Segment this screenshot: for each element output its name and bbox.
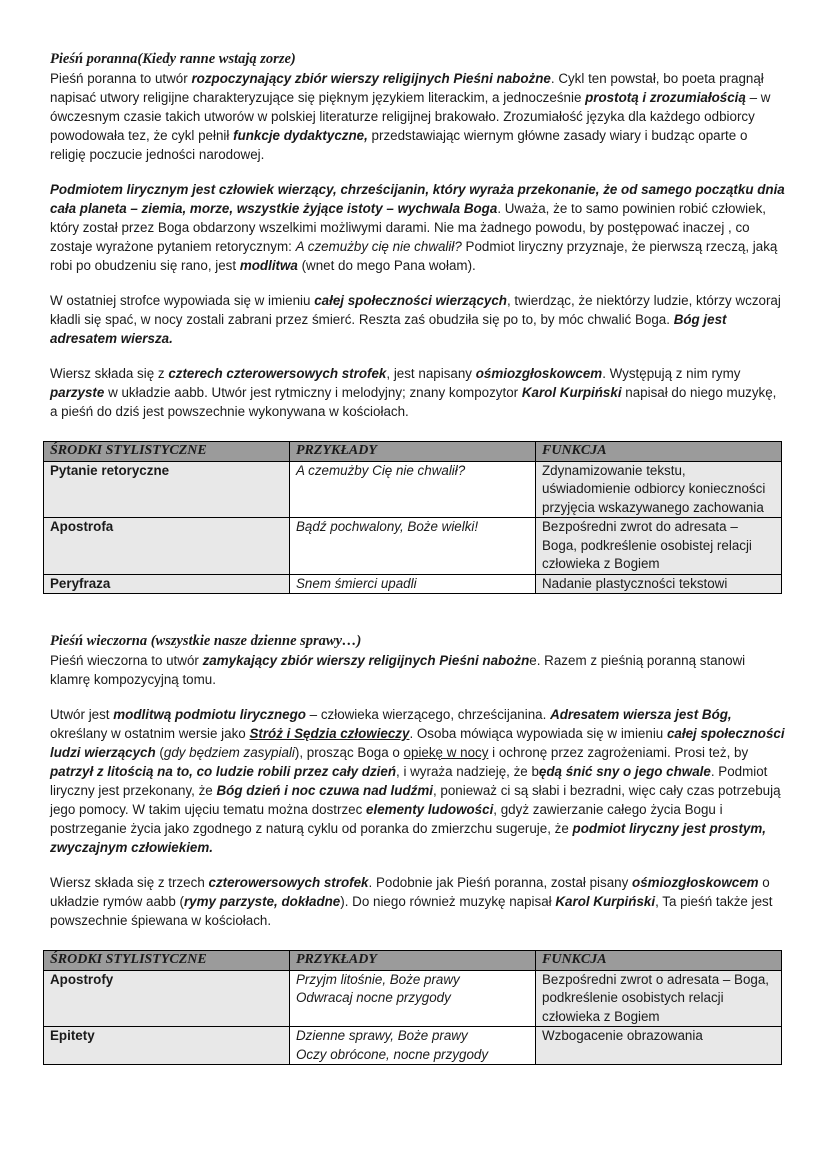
emphasized-text: czterowersowych strofek	[208, 875, 369, 890]
emphasized-text: zamykający zbiór wierszy religijnych Pieśni nabożn	[202, 653, 530, 668]
table-row	[44, 1027, 782, 1065]
device-name: Pytanie retoryczne	[44, 461, 290, 518]
text-run: . Podobnie jak Pieśń poranna, został pisany	[368, 875, 633, 890]
emphasized-text: rozpoczynający zbiór wierszy religijnych Pieśni nabożne	[191, 71, 551, 86]
text-run: ), prosząc Boga o	[294, 745, 404, 760]
text-run: (wnet do mego Pana wołam).	[297, 258, 476, 273]
device-name: Apostrofy	[44, 970, 290, 1027]
paragraph	[50, 651, 785, 689]
text-run: Wiersz składa się z	[50, 366, 169, 381]
device-function: Wzbogacenie obrazowania	[536, 1027, 782, 1065]
text-run: przedstawiając wiernym główne zasady wiary i budząc oparte o religię poczucie jedności narodowej.	[50, 128, 748, 162]
emphasized-text: Karol Kurpiński	[555, 894, 656, 909]
paragraph	[50, 873, 785, 930]
table-row	[44, 574, 782, 594]
emphasized-text: Podmiotem lirycznym jest człowiek wierzący, chrześcijanin, który wyraża przekonanie, że od samego początku dnia cała planeta – ziemia, morze, wszystkie żyjące istoty – wychwala Boga	[50, 182, 785, 216]
column-header: PRZYKŁADY	[290, 442, 536, 462]
text-run: , twierdząc, że niektórzy ludzie, którzy wczoraj kładli się spać, w nocy zostali zabrani przez śmierć. Reszta zaś obudziła się po to, by móc chwalić Boga.	[50, 293, 781, 327]
column-header: FUNKCJA	[536, 442, 782, 462]
emphasized-text: modlitwą podmiotu lirycznego	[113, 707, 306, 722]
table-header-row	[44, 951, 782, 971]
stylistic-devices-table-evening	[43, 950, 782, 1065]
text-run: . Cykl ten powstał, bo poeta pragnął napisać utwory religijne charakteryzujące się pięknym językiem literackim, a jednocześnie	[50, 71, 764, 105]
device-name: Peryfraza	[44, 574, 290, 594]
emphasized-text: patrzył z litością na to, co ludzie robili przez cały dzień	[50, 764, 396, 779]
device-example	[290, 970, 536, 1027]
table-row	[44, 518, 782, 575]
device-name: Apostrofa	[44, 518, 290, 575]
section-title-evening: Pieśń wieczorna (wszystkie nasze dzienne sprawy…)	[50, 633, 362, 649]
text-run: , gdyż zawierzanie całego życia Bogu i postrzeganie życia jako zgodnego z naturą cyklu od poranka do zmierzchu sugeruje, że	[50, 802, 723, 836]
text-run: – człowieka wierzącego, chrześcijanina.	[305, 707, 551, 722]
device-name: Epitety	[44, 1027, 290, 1065]
paragraph	[50, 69, 785, 164]
device-example: Bądź pochwalony, Boże wielki!	[290, 518, 536, 575]
example-line: Dzienne sprawy, Boże prawy	[296, 1028, 468, 1043]
document-page	[50, 50, 785, 1065]
emphasized-text: całej społeczności ludzi wierzących	[50, 726, 785, 760]
device-example	[290, 1027, 536, 1065]
device-example: A czemużby Cię nie chwalił?	[290, 461, 536, 518]
emphasized-text: Adresatem wiersza jest Bóg,	[550, 707, 732, 722]
emphasized-text: Stróż i Sędzia człowieczy	[249, 726, 410, 741]
emphasized-text: parzyste	[50, 385, 105, 400]
example-line: Odwracaj nocne przygody	[296, 990, 451, 1005]
paragraph	[50, 180, 785, 275]
emphasized-text: całej społeczności wierzących	[314, 293, 507, 308]
emphasized-text: rymy parzyste, dokładne	[183, 894, 341, 909]
text-run: Pieśń wieczorna to utwór	[50, 653, 203, 668]
device-function: Bezpośredni zwrot do adresata – Boga, podkreślenie osobistej relacji człowieka z Bogiem	[536, 518, 782, 575]
emphasized-text: Bóg dzień i noc czuwa nad ludźmi	[216, 783, 433, 798]
text-run: w układzie aabb. Utwór jest rytmiczny i melodyjny; znany kompozytor	[104, 385, 522, 400]
stylistic-devices-table-morning	[43, 441, 782, 594]
table-header-row	[44, 442, 782, 462]
device-function: Zdynamizowanie tekstu, uświadomienie odbiorcy konieczności przyjęcia wskazywanego zachowania	[536, 461, 782, 518]
example-line: Przyjm litośnie, Boże prawy	[296, 971, 460, 987]
text-run: – w ówczesnym czasie takich utworów w polskiej literaturze religijnej brakowało. Zrozumiałość języka dla każdego odbiorcy powodowała tez, że cykl pełnił	[50, 90, 771, 143]
text-run: e. Razem z pieśnią poranną stanowi klamrę kompozycyjną tomu.	[50, 653, 746, 687]
table-row	[44, 970, 782, 1027]
column-header: ŚRODKI STYLISTYCZNE	[44, 442, 290, 462]
paragraph	[50, 364, 785, 421]
emphasized-text: gdy będziem zasypiali	[163, 745, 295, 760]
device-function: Nadanie plastyczności tekstowi	[536, 574, 782, 594]
text-run: Podmiot liryczny przyznaje, że pierwszą rzeczą, jaką robi po obudzeniu się rano, jest	[50, 239, 778, 273]
emphasized-text: ośmiozgłoskowcem	[632, 875, 759, 890]
text-run: , i wyraża nadzieję, że b	[396, 764, 539, 779]
text-run: Wiersz składa się z trzech	[50, 875, 209, 890]
text-run: . Występują z nim rymy	[602, 366, 741, 381]
text-run: . Uważa, że to samo powinien robić człowiek, który został przez Boga obdarzony wszelkimi możliwymi darami. Nie ma żadnego powodu, by postępować inaczej , co zostaje wyrażone pytaniem retorycznym:	[50, 201, 766, 254]
text-run: napisał do niego muzykę, a pieśń do dziś jest powszechnie wykonywana w kościołach.	[50, 385, 777, 419]
emphasized-text: ośmiozgłoskowcem	[475, 366, 603, 381]
emphasized-text: ędą śnić sny o jego chwale	[538, 764, 711, 779]
device-example: Snem śmierci upadli	[290, 574, 536, 594]
text-run: Pieśń poranna to utwór	[50, 71, 192, 86]
emphasized-text: prostotą i zrozumiałością	[585, 90, 746, 105]
text-run: . Osoba mówiąca wypowiada się w imieniu	[409, 726, 667, 741]
text-run: Utwór jest	[50, 707, 114, 722]
table-row	[44, 461, 782, 518]
column-header: FUNKCJA	[536, 951, 782, 971]
emphasized-text: modlitwa	[239, 258, 298, 273]
section-title-morning: Pieśń poranna(Kiedy ranne wstają zorze)	[50, 51, 296, 67]
emphasized-text: opiekę w nocy	[403, 745, 489, 760]
paragraph	[50, 291, 785, 348]
column-header: ŚRODKI STYLISTYCZNE	[44, 951, 290, 971]
text-run: , ponieważ ci są słabi i bezradni, więc cały czas potrzebują jego pomocy. W takim ujęciu tematu można dostrzec	[50, 783, 781, 817]
emphasized-text: Karol Kurpiński	[521, 385, 622, 400]
text-run: . Podmiot liryczny jest przekonany, że	[50, 764, 768, 798]
text-run: , jest napisany	[386, 366, 476, 381]
text-run: i ochronę przez zagrożeniami. Prosi też, by	[488, 745, 749, 760]
emphasized-text: funkcje dydaktyczne,	[233, 128, 368, 143]
column-header: PRZYKŁADY	[290, 951, 536, 971]
example-line: Oczy obrócone, nocne przygody	[296, 1046, 489, 1062]
text-run: o układzie rymów aabb (	[50, 875, 770, 909]
emphasized-text: elementy ludowości	[366, 802, 494, 817]
emphasized-text: Bóg jest adresatem wiersza.	[50, 312, 727, 346]
device-function: Bezpośredni zwrot o adresata – Boga, podkreślenie osobistych relacji człowieka z Bogiem	[536, 970, 782, 1027]
text-run: W ostatniej strofce wypowiada się w imieniu	[50, 293, 315, 308]
emphasized-text: A czemużby cię nie chwalił?	[295, 239, 462, 254]
text-run: określany w ostatnim wersie jako	[50, 726, 250, 741]
emphasized-text: podmiot liryczny jest prostym, zwyczajnym człowiekiem.	[50, 821, 767, 855]
emphasized-text: czterech czterowersowych strofek	[168, 366, 387, 381]
text-run: , Ta pieśń także jest powszechnie śpiewana w kościołach.	[50, 894, 773, 928]
text-run: (	[155, 745, 164, 760]
paragraph	[50, 705, 785, 857]
text-run: ). Do niego również muzykę napisał	[340, 894, 556, 909]
